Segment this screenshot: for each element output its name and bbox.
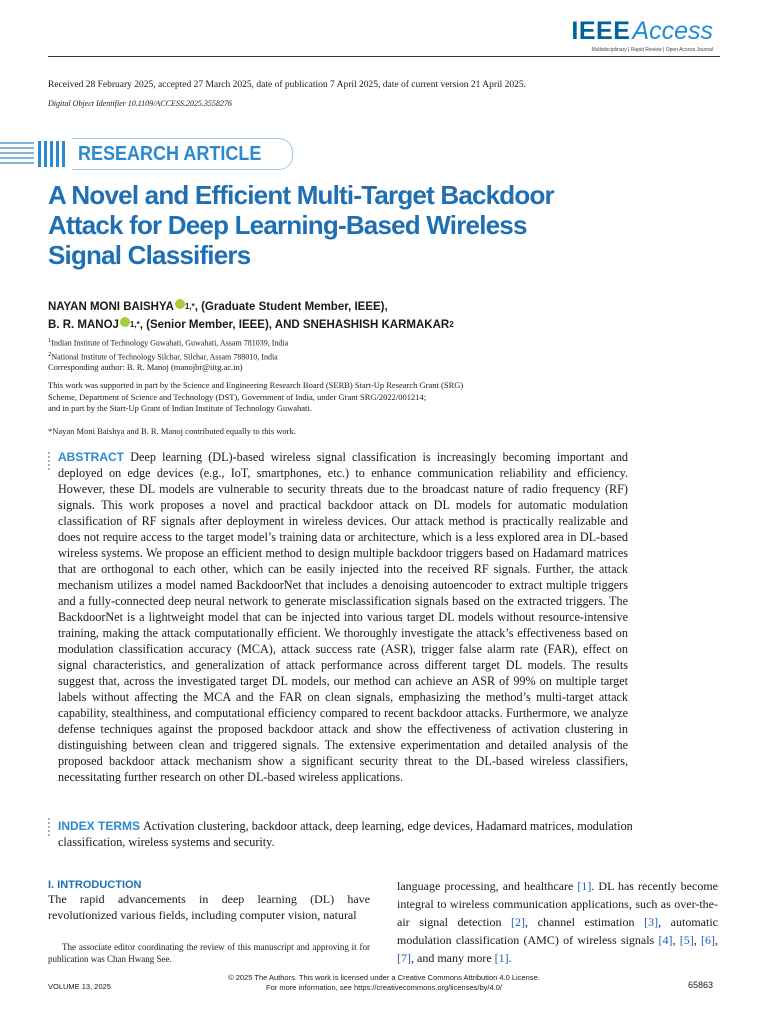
citation-link[interactable]: [5] (679, 933, 694, 947)
journal-logo (571, 18, 713, 53)
citation-link[interactable]: [4] (658, 933, 673, 947)
body-column-left (48, 879, 370, 965)
index-terms-dots-icon (48, 818, 52, 838)
author-superscript: 2 (449, 320, 454, 329)
article-type-label: RESEARCH ARTICLE (78, 142, 262, 165)
author-superscript: 1,* (184, 302, 195, 311)
logo-ieee: IEEE (571, 17, 631, 45)
header-rule (48, 56, 720, 57)
section-heading: I. INTRODUCTION (48, 879, 142, 891)
citation-link[interactable]: [2] (511, 915, 526, 929)
volume-label: VOLUME 13, 2025 (48, 982, 111, 991)
author-role: , (Graduate Student Member, IEEE), (194, 301, 388, 313)
abstract-label: ABSTRACT (58, 450, 124, 464)
affiliations (48, 335, 288, 362)
affiliation-item: $^1$Indian Institute of Technology Guwahati, Guwahati, Assam 781039, India (48, 337, 289, 348)
banner-bars-icon (0, 140, 70, 168)
equal-contribution-note: *Nayan Moni Baishya and B. R. Manoj contributed equally to this work. (48, 426, 296, 436)
intro-paragraph: The rapid advancements in deep learning (DL) have revolutionized various fields, including computer vision, natural (48, 892, 370, 922)
paper-title: A Novel and Efficient Multi-Target Backdoor Attack for Deep Learning-Based Wireless Signal Classifiers (48, 180, 554, 270)
logo-tagline: Multidisciplinary | Rapid Review | Open Access Journal (591, 47, 713, 53)
abstract (58, 449, 628, 785)
citation-link[interactable]: [1] (494, 951, 509, 965)
license-line: © 2025 The Authors. This work is licensed under a Creative Commons Attribution 4.0 License. (228, 973, 540, 982)
author-role: , (Senior Member, IEEE), AND SNEHASHISH KARMAKAR (139, 319, 450, 331)
doi[interactable]: Digital Object Identifier 10.1109/ACCESS.2025.3558276 (48, 99, 232, 108)
orcid-icon[interactable] (120, 317, 130, 327)
abstract-dots-icon (48, 452, 52, 472)
author-superscript: 1,* (129, 320, 140, 329)
orcid-icon[interactable] (175, 299, 185, 309)
author-name[interactable]: B. R. MANOJ (48, 319, 119, 331)
abstract-text: Deep learning (DL)-based wireless signal classification is increasingly becoming important and deployed on edge devices (e.g., IoT, smartphones, etc.) to enhance communication reliability and efficiency. However, these DL models are vulnerable to security threats due to the broadcast nature of radio frequency (RF) signals. This work proposes a novel and practical backdoor attack on DL models for automatic modulation classification of RF signals after deployment in wireless devices. Our attack method is practically realizable and does not require access to the target model’s training data or architecture, which is a less explored area in DL-based wireless systems. We propose an efficient method to design multiple backdoor triggers based on Hadamard matrices that are orthogonal to each other, which can be easily injected into the received RF signals. Further, the attack mechanism utilizes a model named BackdoorNet that includes a denoising autoencoder to extract multiple triggers and a fully-connected deep neural network to generate misclassification signals based on the extracted triggers. The BackdoorNet is a lightweight model that can be injected into various target DL models without resource-intensive training, making the attack computationally efficient. We thoroughly investigate the attack’s effectiveness based on modulation classification accuracy (MCA), attack success rate (ASR), trigger false alarm rate (FAR), effect on signal characteristics, and generalization of attack performance across different target DL models. The results suggest that, across the investigated target DL models, our method can achieve an ASR of 99% on multiple target labels without affecting the MCA and the FAR on clean signals, emphasizing the method’s multi-target attack capability, stealthiness, and computational efficiency compared to recent backdoor attacks. Furthermore, we analyze defense techniques against the proposed backdoor attack and show the effectiveness of activation clustering in distinguishing between clean and triggered signals. The extensive experimentation and detailed analysis of the proposed backdoor attack mechanism show a significant security threat to the DL-based wireless classifiers, necessitating further research on other DL-based wireless applications. (58, 450, 629, 784)
corresponding-author: Corresponding author: B. R. Manoj (manojbr@iitg.ac.in) (48, 362, 243, 372)
author-name[interactable]: NAYAN MONI BAISHYA (48, 301, 174, 313)
citation-link[interactable]: [1] (577, 879, 592, 893)
associate-editor-note: The associate editor coordinating the review of this manuscript and approving it for publication was Chan Hwang See. (48, 942, 370, 964)
author-line-2 (48, 316, 454, 334)
funding-note: This work was supported in part by the Science and Engineering Research Board (SERB) Start-Up Research Grant (SRG) Scheme, Department of Science and Technology (DST), Government of India, under Grant SRG/2022/001214; and in part by the Start-Up Grant of Indian Institute of Technology Guwahati. (48, 380, 464, 413)
author-list (48, 298, 454, 334)
affiliation-item: $^2$National Institute of Technology Silchar, Silchar, Assam 788010, India (48, 350, 278, 362)
citation-link[interactable]: [7] (397, 951, 411, 965)
license-footer (0, 973, 768, 993)
received-dates: Received 28 February 2025, accepted 27 March 2025, date of publication 7 April 2025, date of current version 21 April 2025. (48, 80, 527, 90)
citation-link[interactable]: [6] (701, 933, 716, 947)
logo-access: Access (632, 17, 713, 45)
article-type-badge (72, 138, 293, 170)
citation-link[interactable]: [3] (644, 915, 659, 929)
index-terms-label: INDEX TERMS (58, 819, 141, 833)
logo-wordmark (571, 18, 713, 44)
index-terms-text: Activation clustering, backdoor attack, deep learning, edge devices, Hadamard matrices, modulation classification, wireless systems and security. (58, 819, 633, 849)
page-number: 65863 (687, 980, 713, 990)
license-link[interactable]: For more information, see https://creativecommons.org/licenses/by/4.0/ (266, 983, 502, 992)
author-line-1 (48, 298, 454, 316)
body-column-right: language processing, and healthcare [1]. DL has recently become integral to wireless communication applications, such as over-the-air signal detection [2], channel estimation [3], automatic modulation classification (AMC) of wireless signals [4], [5], [6], [7], and many more [1]. (397, 879, 719, 965)
index-terms (58, 818, 633, 850)
